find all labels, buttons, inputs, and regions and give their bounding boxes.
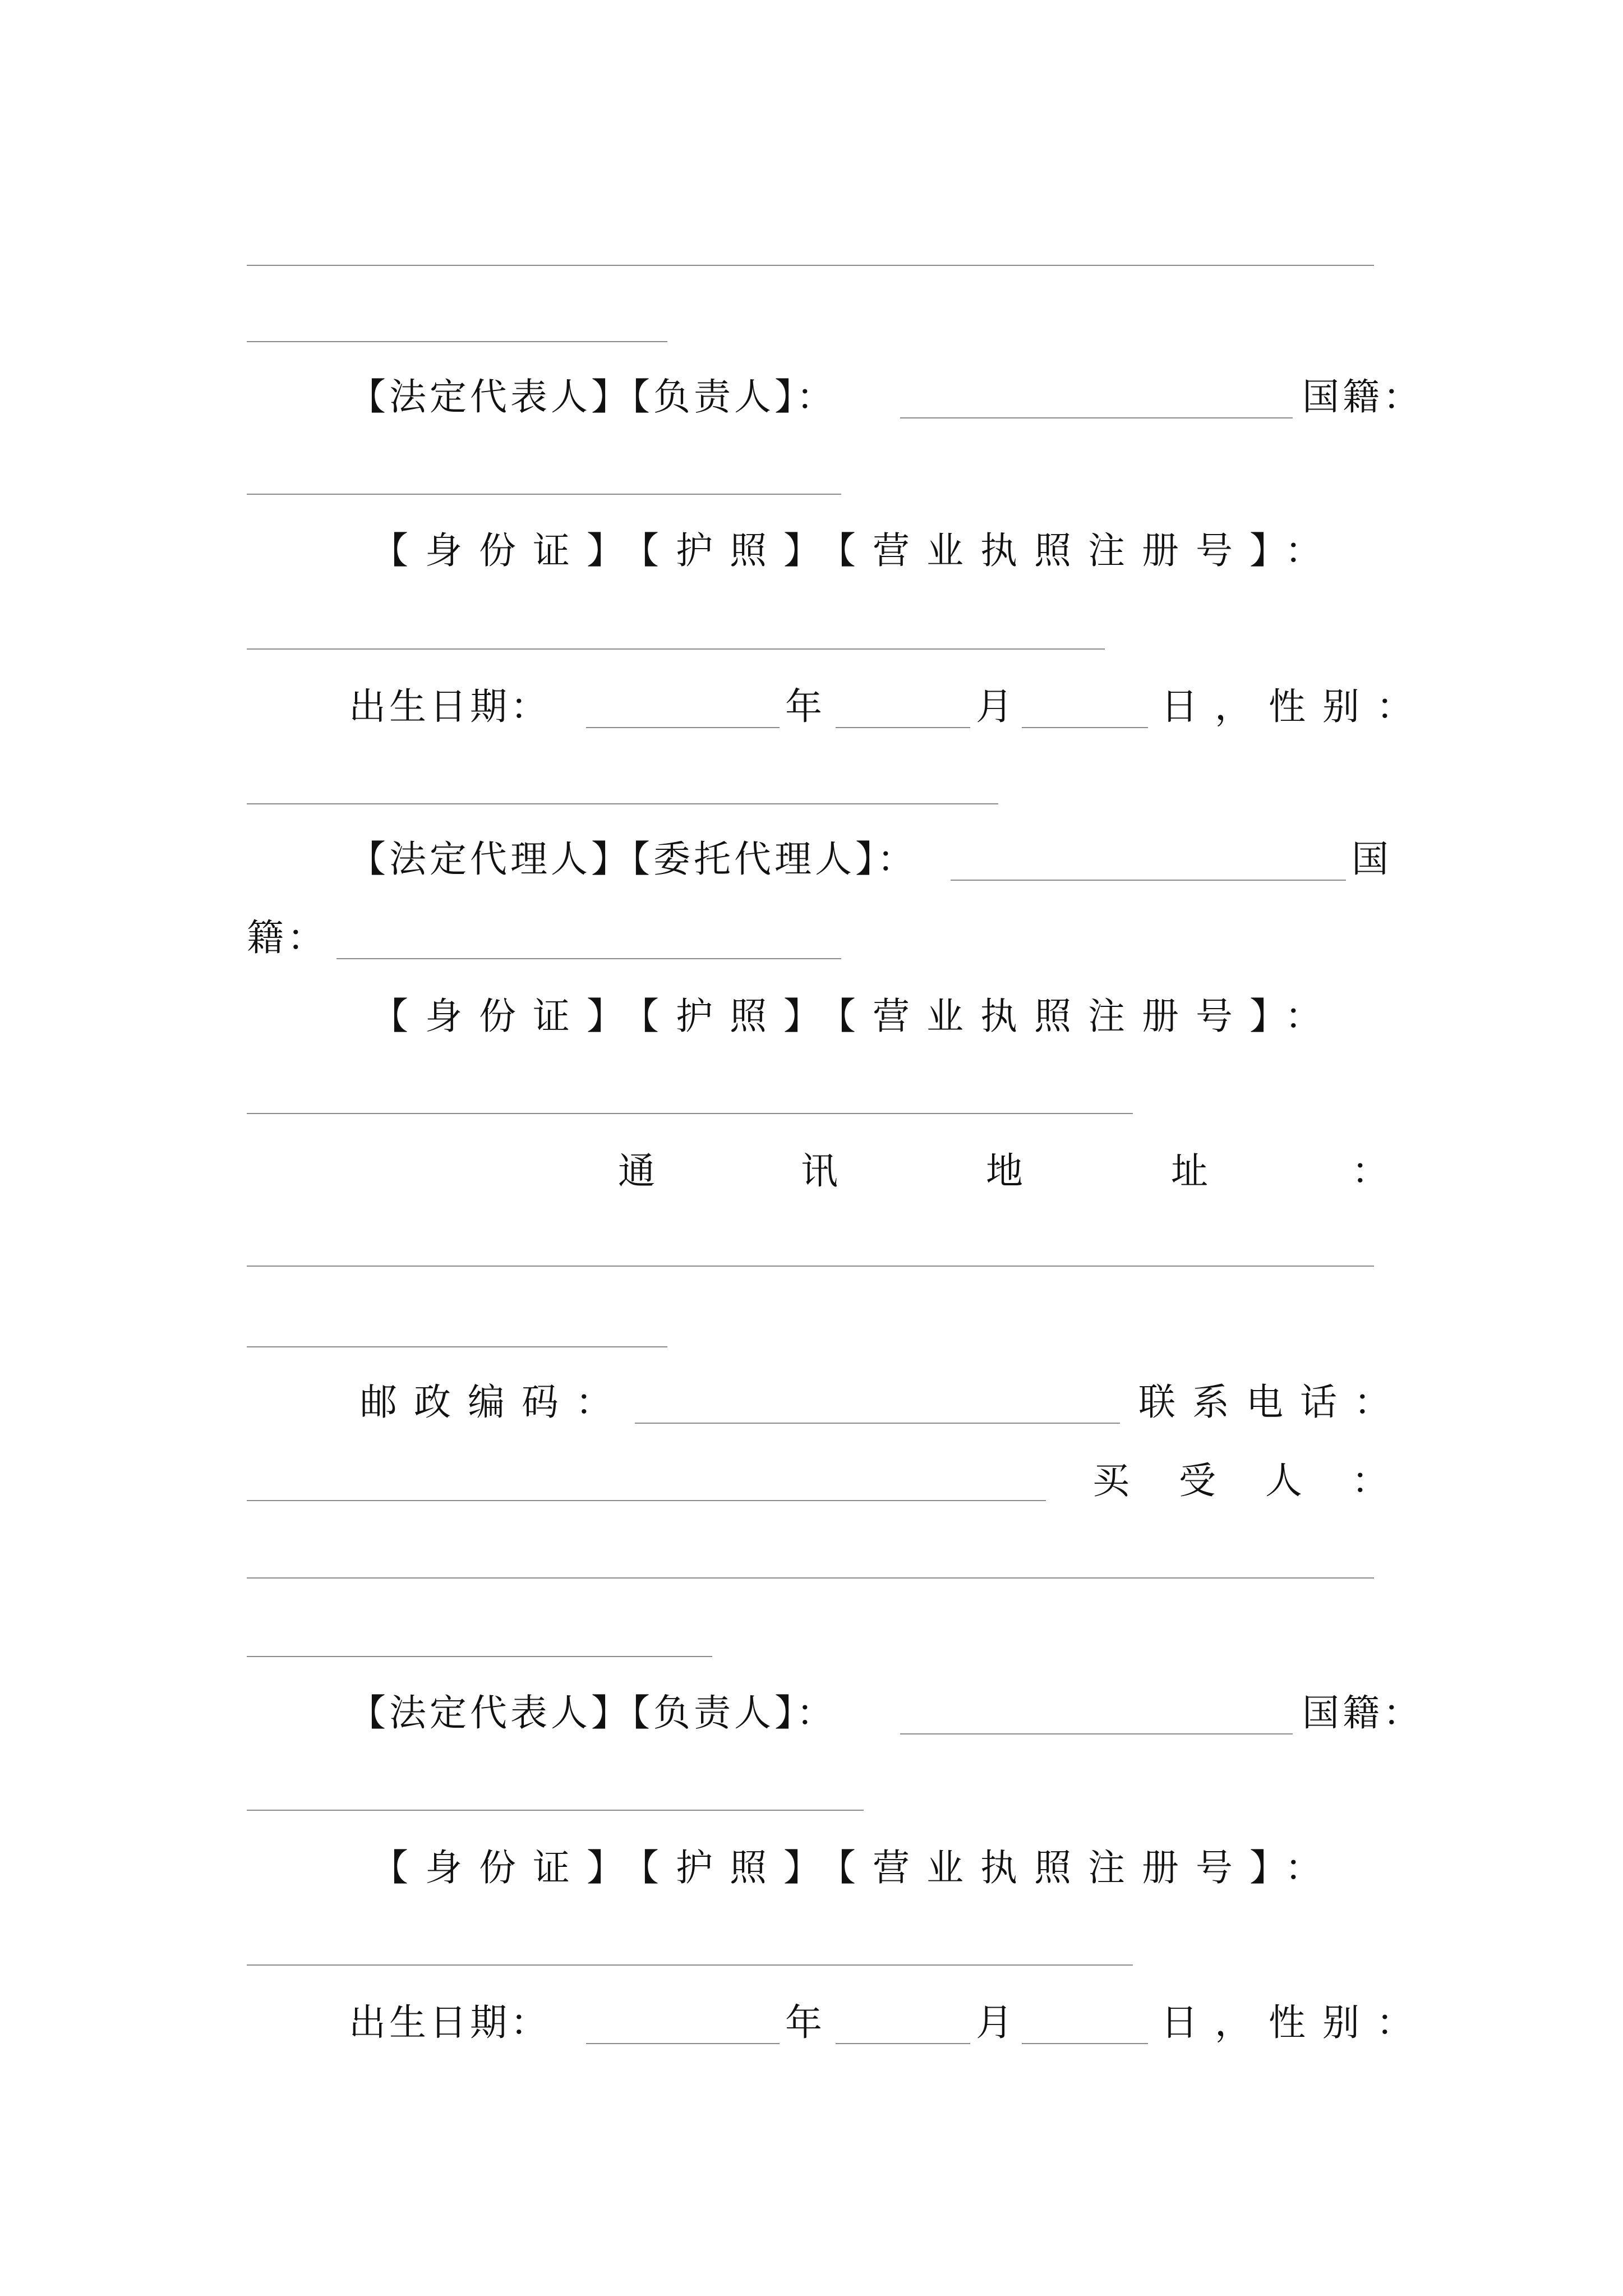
buyer-char: 人 [1265, 1459, 1306, 1502]
birth-year-field[interactable] [586, 727, 780, 728]
agent-nationality-field[interactable] [336, 958, 841, 959]
buyer-field-continued[interactable] [247, 1656, 712, 1657]
fill-line[interactable] [247, 341, 667, 342]
phone-label: 联系电话： [1138, 1381, 1408, 1424]
phone-field[interactable] [247, 1500, 1046, 1501]
postal-code-label: 邮政编码： [360, 1381, 629, 1424]
buyer-birth-month-field[interactable] [836, 2043, 970, 2044]
gender-field[interactable] [247, 803, 998, 804]
buyer-legal-representative-label: 【法定代表人】【负责人】： [349, 1691, 837, 1734]
id-number-field[interactable] [247, 648, 1105, 650]
month-label: 月 [976, 685, 1016, 728]
legal-representative-label: 【法定代表人】【负责人】： [349, 375, 837, 418]
nationality-label-prefix: 国 [1352, 838, 1392, 881]
address-char: 通 [618, 1149, 658, 1193]
nationality-label-suffix: 籍： [247, 916, 328, 959]
address-char: ： [1352, 1149, 1392, 1193]
buyer-birth-day-field[interactable] [1022, 2043, 1148, 2044]
day-gender-label: 日，性别： [1161, 685, 1430, 728]
buyer-id-types-label: 【身份证】【护照】【营业执照注册号】： [371, 1846, 1339, 1889]
buyer-nationality-field[interactable] [247, 1810, 864, 1811]
buyer-char: 买 [1092, 1459, 1133, 1502]
buyer-field[interactable] [247, 1577, 1374, 1579]
agent-label: 【法定代理人】【委托代理人】： [349, 838, 917, 881]
buyer-day-gender-label: 日，性别： [1161, 2001, 1430, 2044]
buyer-char: ： [1352, 1459, 1392, 1502]
address-char: 讯 [801, 1149, 841, 1193]
legal-representative-field[interactable] [900, 417, 1293, 418]
fill-line[interactable] [247, 265, 1374, 266]
agent-id-number-field[interactable] [247, 1113, 1133, 1114]
address-char: 地 [986, 1149, 1026, 1193]
year-label: 年 [785, 685, 826, 728]
buyer-month-label: 月 [976, 2001, 1016, 2044]
id-types-label: 【身份证】【护照】【营业执照注册号】： [371, 529, 1339, 572]
agent-id-types-label: 【身份证】【护照】【营业执照注册号】： [371, 995, 1339, 1038]
birth-date-label: 出生日期： [349, 685, 551, 728]
buyer-year-label: 年 [785, 2001, 826, 2044]
buyer-legal-representative-field[interactable] [900, 1733, 1293, 1734]
nationality-field[interactable] [247, 494, 841, 495]
buyer-char: 受 [1179, 1459, 1219, 1502]
buyer-id-number-field[interactable] [247, 1964, 1133, 1966]
postal-code-field[interactable] [635, 1423, 1120, 1424]
address-char: 址 [1171, 1149, 1211, 1193]
buyer-birth-date-label: 出生日期： [349, 2001, 551, 2044]
buyer-nationality-label: 国籍： [1302, 1691, 1423, 1734]
birth-month-field[interactable] [836, 727, 970, 728]
birth-day-field[interactable] [1022, 727, 1148, 728]
address-field-continued[interactable] [247, 1346, 667, 1347]
buyer-birth-year-field[interactable] [586, 2043, 780, 2044]
agent-field[interactable] [951, 880, 1346, 881]
nationality-label: 国籍： [1302, 375, 1423, 418]
address-field[interactable] [247, 1266, 1374, 1267]
